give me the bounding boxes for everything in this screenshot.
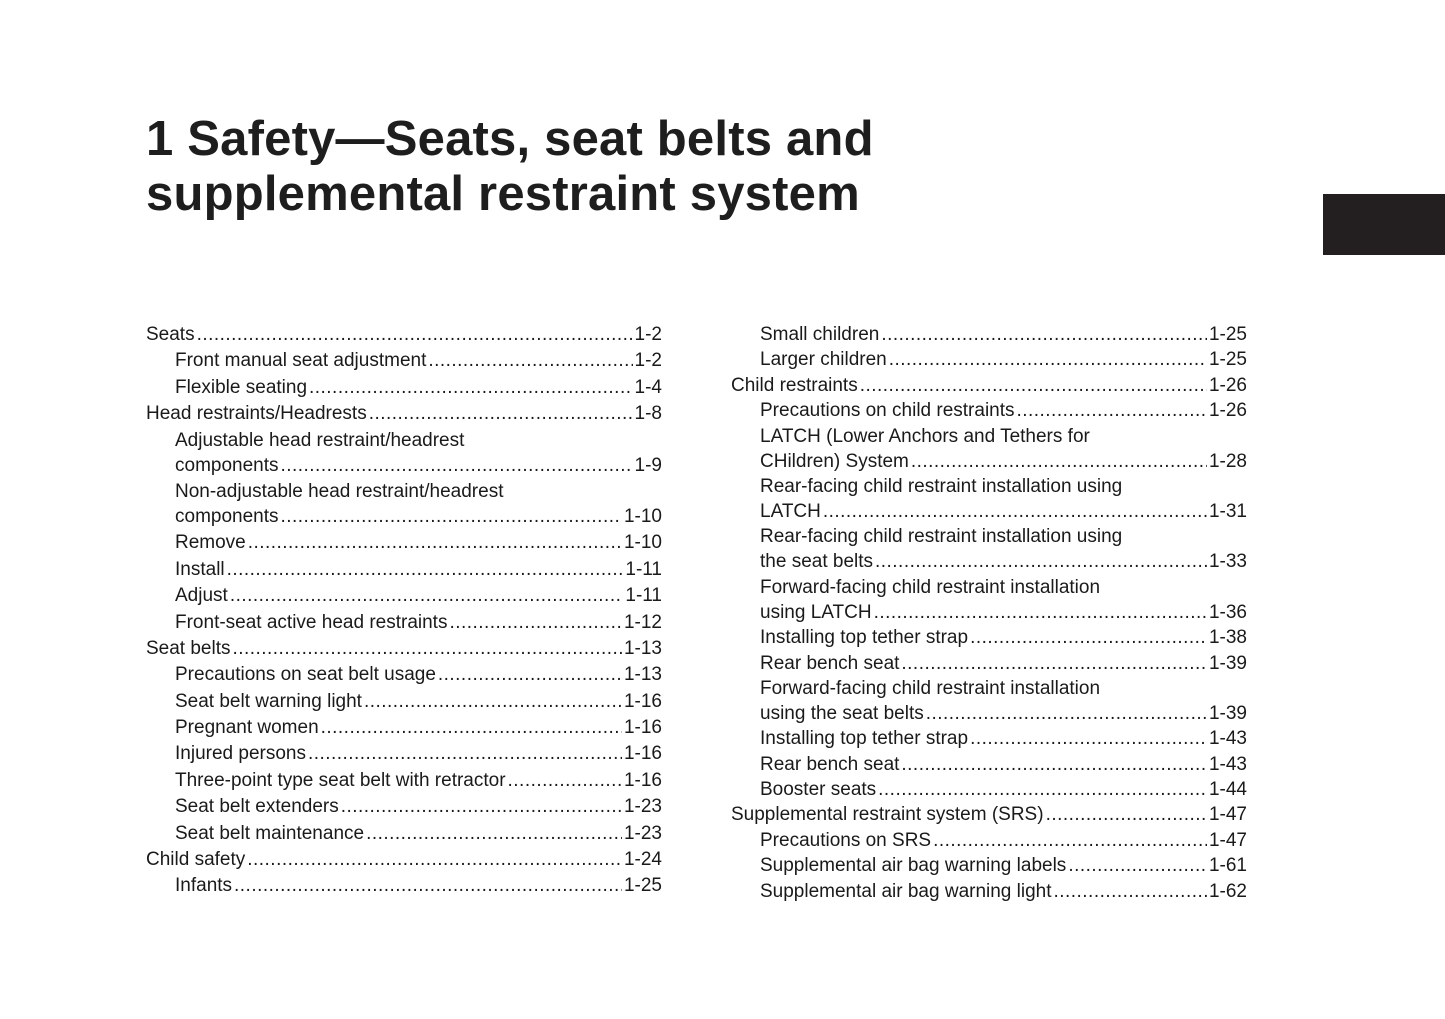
toc-page-number: 1-8 [634, 403, 662, 425]
dot-leader [197, 322, 633, 347]
toc-entry-title: Seat belt maintenance [175, 822, 365, 844]
dot-leader [281, 453, 633, 478]
toc-entry-small-children[interactable] [731, 322, 1247, 347]
toc-entry-title: Rear bench seat [760, 652, 900, 674]
toc-entry-flexible-seating[interactable] [146, 375, 662, 400]
dot-leader [970, 625, 1207, 650]
toc-page-number: 1-13 [623, 664, 662, 686]
toc-entry-larger-children[interactable] [731, 347, 1247, 372]
toc-entry-title: using LATCH [760, 601, 872, 623]
toc-entry-title: Three-point type seat belt with retractor [175, 769, 506, 791]
toc-entry-seat-belts[interactable] [146, 636, 662, 661]
dot-leader [369, 401, 633, 426]
toc-page-number: 1-23 [623, 822, 662, 844]
dot-leader [309, 375, 633, 400]
toc-entry-latch-lower-anchors-and-tethers-for-children-system[interactable] [731, 424, 1247, 474]
toc-page-number: 1-13 [623, 637, 662, 659]
toc-page-number: 1-31 [1208, 500, 1247, 522]
toc-page-number: 1-47 [1208, 829, 1247, 851]
toc-entry-title: Supplemental air bag warning labels [760, 855, 1067, 877]
dot-leader [1046, 802, 1207, 827]
toc-entry-booster-seats[interactable] [731, 777, 1247, 802]
toc-page-number: 1-11 [625, 585, 662, 607]
toc-entry-title: Seats [146, 324, 195, 345]
dot-leader [248, 530, 622, 555]
toc-entry-adjust[interactable] [146, 583, 662, 608]
dot-leader [875, 549, 1207, 574]
toc-entry-child-restraints[interactable] [731, 373, 1247, 398]
dot-leader [230, 583, 624, 608]
toc-entry-forward-facing-child-restraint-installation-using-latch[interactable] [731, 575, 1247, 625]
dot-leader [428, 348, 632, 373]
toc-page-number: 1-24 [623, 849, 662, 871]
toc-entry-precautions-on-seat-belt-usage[interactable] [146, 662, 662, 687]
toc-entry-title: Small children [760, 324, 880, 345]
toc-entry-title: Infants [175, 875, 233, 897]
chapter-thumb-tab [1323, 194, 1445, 255]
toc-entry-pregnant-women[interactable] [146, 715, 662, 740]
toc-entry-title: Larger children [760, 349, 887, 371]
toc-entry-title: Flexible seating [175, 376, 308, 398]
toc-entry-title: Install [175, 558, 225, 580]
toc-entry-title: Child restraints [731, 374, 858, 396]
toc-page-number: 1-47 [1208, 804, 1247, 826]
dot-leader [881, 322, 1207, 347]
toc-entry-title: Precautions on seat belt usage [175, 664, 436, 686]
toc-entry-title-line: Adjustable head restraint/headrest [175, 429, 465, 451]
toc-entry-title: Pregnant women [175, 717, 319, 739]
toc-entry-front-seat-active-head-restraints[interactable] [146, 610, 662, 635]
dot-leader [438, 662, 622, 687]
toc-page-number: 1-11 [625, 558, 662, 580]
toc-page-number: 1-2 [634, 324, 662, 345]
toc-entry-rear-bench-seat[interactable] [731, 752, 1247, 777]
toc-entry-installing-top-tether-strap[interactable] [731, 625, 1247, 650]
toc-entry-rear-bench-seat[interactable] [731, 651, 1247, 676]
toc-page-number: 1-26 [1208, 374, 1247, 396]
toc-entry-title-line: Non-adjustable head restraint/headrest [175, 480, 504, 502]
toc-entry-title: Seat belt extenders [175, 796, 339, 818]
toc-page-number: 1-10 [623, 532, 662, 554]
toc-entry-precautions-on-srs[interactable] [731, 828, 1247, 853]
toc-page-number: 1-25 [1208, 349, 1247, 371]
toc-entry-title: using the seat belts [760, 702, 924, 724]
toc-entry-title: Seat belt warning light [175, 690, 362, 712]
toc-entry-injured-persons[interactable] [146, 741, 662, 766]
toc-entry-non-adjustable-head-restraint-headrest-components[interactable] [146, 479, 662, 529]
toc-page-number: 1-62 [1208, 880, 1247, 902]
toc-page-number: 1-28 [1208, 450, 1247, 472]
toc-entry-title: Child safety [146, 849, 246, 871]
toc-entry-title: Adjust [175, 585, 228, 607]
toc-entry-title: Seat belts [146, 637, 231, 659]
toc-entry-title: the seat belts [760, 551, 874, 573]
toc-entry-supplemental-air-bag-warning-light[interactable] [731, 879, 1247, 904]
dot-leader [878, 777, 1207, 802]
dot-leader [233, 636, 622, 661]
dot-leader [234, 873, 622, 898]
toc-page-number: 1-4 [634, 376, 662, 398]
dot-leader [321, 715, 622, 740]
toc-entry-seat-belt-extenders[interactable] [146, 794, 662, 819]
toc-entry-title: components [175, 505, 279, 527]
toc-page-number: 1-61 [1208, 855, 1247, 877]
toc-page-number: 1-36 [1208, 601, 1247, 623]
toc-entry-title-line: Forward-facing child restraint installation [760, 677, 1101, 699]
toc-page-number: 1-39 [1208, 652, 1247, 674]
toc-page-number: 1-9 [634, 454, 662, 476]
toc-entry-infants[interactable] [146, 873, 662, 898]
toc-entry-precautions-on-child-restraints[interactable] [731, 398, 1247, 423]
toc-entry-seat-belt-maintenance[interactable] [146, 821, 662, 846]
toc-entry-adjustable-head-restraint-headrest-components[interactable] [146, 428, 662, 478]
toc-entry-title: Supplemental restraint system (SRS) [731, 804, 1044, 826]
toc-page-number: 1-16 [623, 743, 662, 765]
toc-entry-title: Installing top tether strap [760, 627, 969, 649]
dot-leader [247, 847, 622, 872]
toc-right-column [731, 322, 1247, 904]
toc-page-number: 1-23 [623, 796, 662, 818]
toc-entry-title: Rear bench seat [760, 753, 900, 775]
toc-page-number: 1-39 [1208, 702, 1247, 724]
toc-entry-title-line: Forward-facing child restraint installation [760, 576, 1101, 598]
toc-entry-rear-facing-child-restraint-installation-using-the-seat-belts[interactable] [731, 524, 1247, 574]
toc-entry-title: Head restraints/Headrests [146, 403, 367, 425]
toc-page-number: 1-10 [623, 505, 662, 527]
toc-page-number: 1-38 [1208, 627, 1247, 649]
toc-entry-install[interactable] [146, 557, 662, 582]
toc-left-column [146, 322, 662, 900]
toc-page-number: 1-12 [623, 611, 662, 633]
toc-entry-remove[interactable] [146, 530, 662, 555]
toc-entry-child-safety[interactable] [146, 847, 662, 872]
toc-entry-three-point-type-seat-belt-with-retractor[interactable] [146, 768, 662, 793]
chapter-title-line-1: 1 Safety—Seats, seat belts and [146, 112, 874, 166]
dot-leader [1054, 879, 1207, 904]
toc-page-number: 1-16 [623, 717, 662, 739]
toc-page-number: 1-25 [623, 875, 662, 897]
toc-page-number: 1-26 [1208, 400, 1247, 422]
toc-entry-title-line: Rear-facing child restraint installation using [760, 475, 1123, 497]
dot-leader [341, 794, 622, 819]
toc-page-number: 1-16 [623, 690, 662, 712]
dot-leader [874, 600, 1207, 625]
toc-page-number: 1-43 [1208, 728, 1247, 750]
toc-entry-forward-facing-child-restraint-installation-using-the-seat-belts[interactable] [731, 676, 1247, 726]
toc-entry-supplemental-air-bag-warning-labels[interactable] [731, 853, 1247, 878]
dot-leader [364, 689, 622, 714]
dot-leader [308, 741, 622, 766]
dot-leader [227, 557, 624, 582]
dot-leader [860, 373, 1207, 398]
chapter-title [146, 112, 1146, 222]
toc-entry-title: components [175, 454, 279, 476]
dot-leader [926, 701, 1207, 726]
dot-leader [889, 347, 1207, 372]
toc-entry-title: LATCH [760, 500, 821, 522]
toc-entry-title: CHildren) System [760, 450, 909, 472]
toc-entry-title: Precautions on child restraints [760, 400, 1015, 422]
toc-entry-title: Front-seat active head restraints [175, 611, 448, 633]
toc-page-number: 1-2 [634, 350, 662, 372]
dot-leader [901, 651, 1207, 676]
toc-entry-title: Supplemental air bag warning light [760, 880, 1052, 902]
dot-leader [449, 610, 622, 635]
toc-entry-front-manual-seat-adjustment[interactable] [146, 348, 662, 373]
dot-leader [911, 449, 1207, 474]
toc-entry-title: Front manual seat adjustment [175, 350, 427, 372]
chapter-title-line-2: supplemental restraint system [146, 167, 860, 221]
toc-entry-title-line: Rear-facing child restraint installation using [760, 526, 1123, 548]
dot-leader [1017, 398, 1207, 423]
toc-entry-seats[interactable] [146, 322, 662, 347]
toc-entry-seat-belt-warning-light[interactable] [146, 689, 662, 714]
toc-entry-title: Injured persons [175, 743, 306, 765]
toc-entry-title: Booster seats [760, 779, 877, 801]
toc-entry-installing-top-tether-strap[interactable] [731, 726, 1247, 751]
dot-leader [508, 768, 622, 793]
dot-leader [933, 828, 1207, 853]
toc-page-number: 1-16 [623, 769, 662, 791]
toc-entry-title-line: LATCH (Lower Anchors and Tethers for [760, 425, 1090, 447]
toc-entry-rear-facing-child-restraint-installation-using-latch[interactable] [731, 474, 1247, 524]
dot-leader [901, 752, 1207, 777]
dot-leader [970, 726, 1207, 751]
dot-leader [1068, 853, 1207, 878]
toc-entry-title: Remove [175, 532, 246, 554]
toc-page-number: 1-43 [1208, 753, 1247, 775]
toc-entry-head-restraints-headrests[interactable] [146, 401, 662, 426]
toc-entry-supplemental-restraint-system-srs[interactable] [731, 802, 1247, 827]
toc-entry-title: Precautions on SRS [760, 829, 932, 851]
dot-leader [366, 821, 622, 846]
toc-entry-title: Installing top tether strap [760, 728, 969, 750]
dot-leader [823, 499, 1207, 524]
toc-page-number: 1-33 [1208, 551, 1247, 573]
dot-leader [281, 504, 622, 529]
toc-page-number: 1-25 [1208, 324, 1247, 345]
toc-page-number: 1-44 [1208, 779, 1247, 801]
